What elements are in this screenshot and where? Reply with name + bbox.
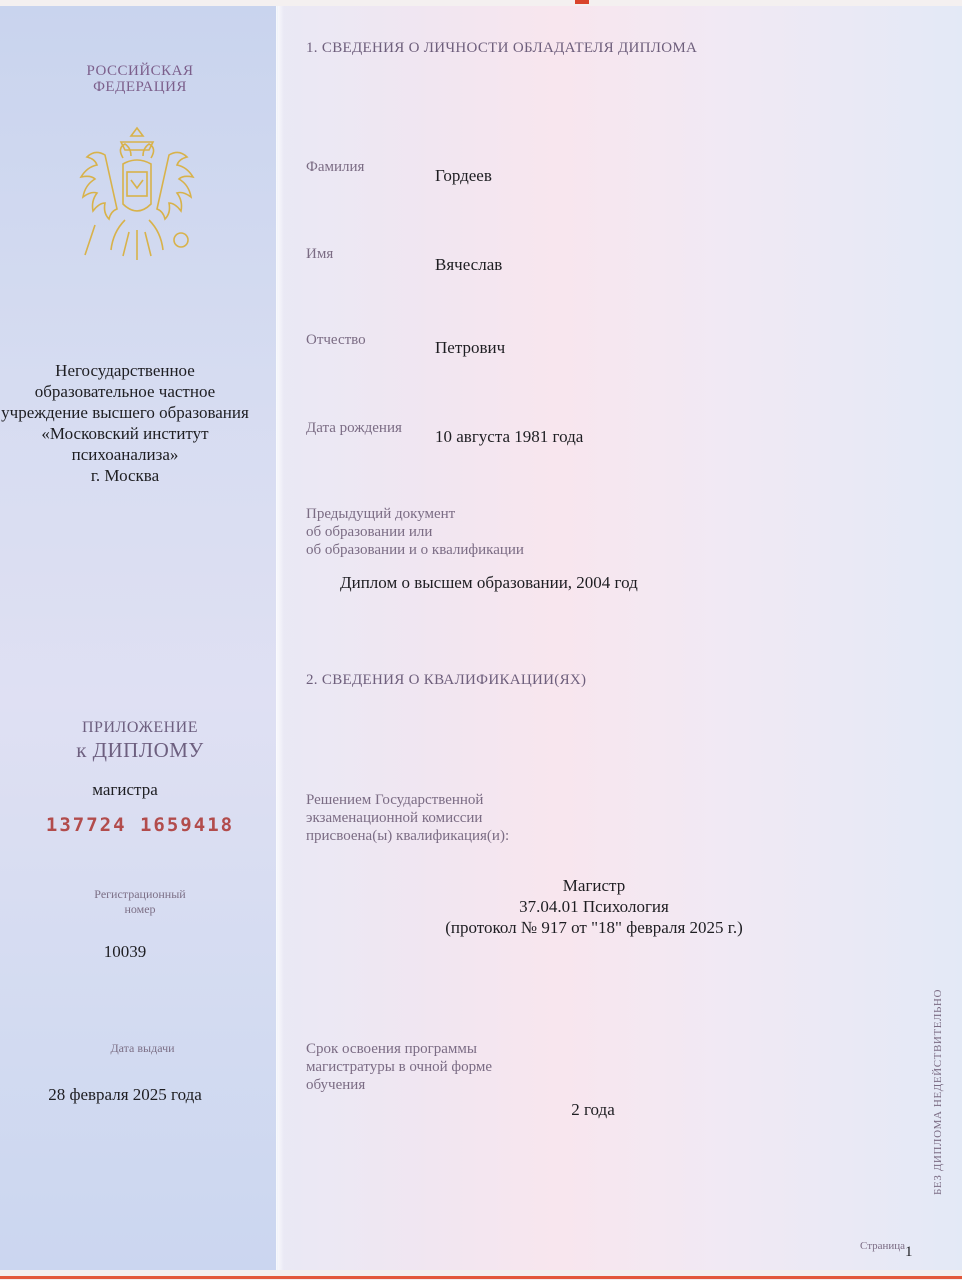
registration-label-line-2: номер: [124, 902, 156, 916]
previous-document-label: [306, 505, 524, 559]
institution-line-3: учреждение высшего образования: [1, 403, 249, 422]
qualification-specialty: 37.04.01 Психология: [519, 897, 669, 916]
page-label: Страница: [860, 1240, 906, 1252]
qualification-block: [394, 875, 794, 938]
institution-city: г. Москва: [90, 466, 160, 485]
duration-label: [306, 1040, 492, 1094]
dob-value: 10 августа 1981 года: [435, 427, 584, 446]
patronymic-label: Отчество: [306, 332, 366, 348]
dob-label: Дата рождения: [306, 420, 402, 436]
registration-label: [70, 887, 210, 917]
registration-label-line-1: Регистрационный: [94, 887, 186, 901]
duration-label-line-1: Срок освоения программы: [306, 1041, 477, 1057]
page-number: 1: [905, 1244, 913, 1260]
institution-line-4: «Московский институт: [41, 424, 209, 443]
name-label: Имя: [306, 246, 334, 262]
section-2-title: 2. СВЕДЕНИЯ О КВАЛИФИКАЦИИ(ЯХ): [306, 672, 587, 688]
previous-document-label-line-2: об образовании или: [306, 524, 433, 540]
bottom-strip: [0, 1270, 962, 1280]
decision-label-line-1: Решением Государственной: [306, 792, 484, 808]
previous-document-label-line-3: об образовании и о квалификации: [306, 542, 524, 558]
decision-label-line-2: экзаменационной комиссии: [306, 810, 483, 826]
previous-document-label-line-1: Предыдущий документ: [306, 506, 456, 522]
previous-document-value: Диплом о высшем образовании, 2004 год: [340, 573, 638, 592]
duration-label-line-3: обучения: [306, 1077, 366, 1093]
surname-label: Фамилия: [306, 159, 365, 175]
decision-label-line-3: присвоена(ы) квалификация(и):: [306, 828, 510, 844]
country-title: [40, 63, 240, 95]
qualification-title: Магистр: [562, 876, 626, 895]
validity-note: БЕЗ ДИПЛОМА НЕДЕЙСТВИТЕЛЬНО: [932, 988, 944, 1195]
institution-name: [0, 360, 250, 486]
country-line-2: ФЕДЕРАЦИЯ: [93, 79, 187, 95]
country-line-1: РОССИЙСКАЯ: [86, 63, 194, 79]
serial-number: 137724 1659418: [45, 814, 235, 836]
double-headed-eagle-icon: [65, 120, 210, 280]
appendix-title: [40, 719, 240, 763]
appendix-title-line-1: ПРИЛОЖЕНИЕ: [81, 719, 198, 736]
appendix-title-line-2: к ДИПЛОМУ: [76, 738, 204, 762]
decision-label: [306, 791, 509, 845]
institution-line-2: образовательное частное: [34, 382, 216, 401]
duration-label-line-2: магистратуры в очной форме: [306, 1059, 493, 1075]
issue-date-label: Дата выдачи: [110, 1041, 175, 1055]
institution-line-5: психоанализа»: [71, 445, 179, 464]
name-value: Вячеслав: [435, 255, 503, 274]
duration-value: 2 года: [571, 1100, 615, 1119]
section-1-title: 1. СВЕДЕНИЯ О ЛИЧНОСТИ ОБЛАДАТЕЛЯ ДИПЛОМА: [306, 40, 698, 56]
surname-value: Гордеев: [435, 166, 492, 185]
patronymic-value: Петрович: [435, 338, 506, 357]
page-fold: [276, 6, 284, 1270]
degree-level: магистра: [92, 780, 158, 799]
qualification-protocol: (протокол № 917 от "18" февраля 2025 г.): [445, 918, 743, 937]
issue-date: 28 февраля 2025 года: [48, 1085, 202, 1104]
registration-number: 10039: [103, 942, 147, 961]
institution-line-1: Негосударственное: [55, 361, 195, 380]
